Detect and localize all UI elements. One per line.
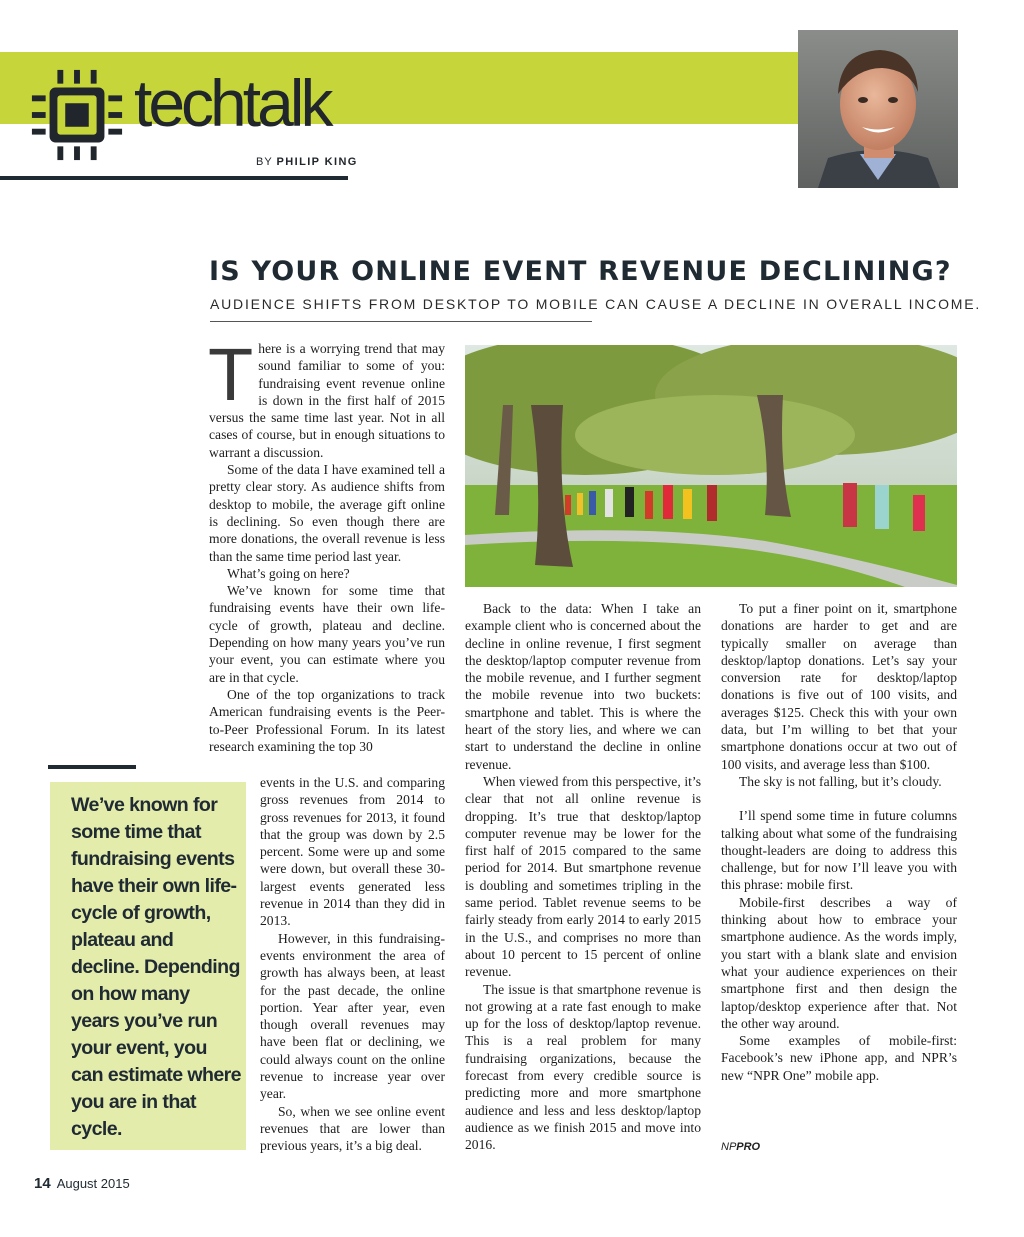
paragraph-gap: [721, 790, 957, 807]
paragraph: When viewed from this perspective, it’s clear that not all online revenue is dropping. It’s true that desktop/laptop computer revenue may be lower for the first half of 2015 compared to the same period for 2014. But smartphone revenue is doubling and sometimes tripling in the same period. Tablet revenue seems to be fairly steady from early 2014 to early 2015 in the U.S., and comprises no more than about 10 percent to 15 percent of online revenue.: [465, 773, 701, 980]
paragraph: The issue is that smartphone revenue is not growing at a rate fast enough to make up for the loss of desktop/laptop revenue. This is a real problem for many fundraising organizations, because the forecast from every credible source is predicting more and more smartphone audience and less and less desktop/laptop audience as we finish 2015 and move into 2016.: [465, 981, 701, 1153]
paragraph: One of the top organizations to track American fundraising events is the Peer-to-Peer Professional Forum. In its latest research examining the top 30: [209, 686, 445, 754]
paragraph: Some of the data I have examined tell a pretty clear story. As audience shifts from desktop to mobile, the average gift online is declining. So even though there are more donations, the overall revenue is less than the same time period last year.: [209, 462, 445, 564]
column-1-bottom: [260, 774, 445, 1155]
header-rule: [0, 176, 348, 180]
paragraph: I’ll spend some time in future columns talking about what some of the fundraising thought-leaders are doing to address this challenge, but for now I’ll leave you with this phrase: mobile first.: [721, 808, 957, 893]
page-number: 14: [34, 1175, 51, 1192]
paragraph: [208, 333, 445, 461]
paragraph: Back to the data: When I take an example client who is concerned about the decline in online revenue, I first segment the desktop/laptop computer revenue from the mobile revenue, and I further segment the mobile revenue into two buckets: smartphone and tablet. This is where the heart of the story lies, and where we can start to understand the decline in online revenue.: [465, 601, 701, 772]
issue-date: August 2015: [56, 1176, 130, 1191]
microchip-icon: [28, 66, 126, 164]
column-1-top: [208, 333, 445, 755]
paragraph: events in the U.S. and comparing gross revenues from 2014 to gross revenues for 2013, it found that the group was down by 2.5 percent. Some were up and some were down, but overall these 30-largest events generated less revenue in 2014 than they did in 2013.: [260, 775, 445, 929]
drop-cap: T: [208, 333, 254, 416]
column-2: [465, 600, 701, 1154]
paragraph: What’s going on here?: [227, 565, 350, 581]
signoff-prefix: NP: [721, 1141, 737, 1153]
paragraph: So, when we see online event revenues that are lower than previous years, it’s a big deal.: [260, 1103, 445, 1154]
paragraph: However, in this fundraising-events environment the area of growth has always been, at least for the past decade, the online portion. Year after year, even though overall revenues may have been flat or declining, we could always count on the online revenue to increase year over year.: [260, 930, 445, 1102]
signoff-logo: [721, 1141, 760, 1153]
byline: [256, 156, 358, 168]
byline-prefix: BY: [256, 156, 273, 168]
pullquote-box: [50, 782, 246, 1150]
paragraph: The sky is not falling, but it’s cloudy.: [739, 773, 942, 789]
article-subhead: AUDIENCE SHIFTS FROM DESKTOP TO MOBILE CAN CAUSE A DECLINE IN OVERALL INCOME.: [210, 296, 982, 312]
subhead-rule: [210, 321, 592, 322]
pullquote-rule: [48, 765, 136, 769]
article-headline: IS YOUR ONLINE EVENT REVENUE DECLINING?: [209, 256, 952, 287]
author-photo: [798, 30, 958, 188]
author-name: PHILIP KING: [276, 156, 358, 168]
column-3: [721, 600, 957, 1084]
paragraph-text: here is a worrying trend that may sound familiar to some of you: fundraising event revenue online is down in the first half of 2015 versus the same time last year. Not in all cases of course, but in enough situations to warrant a discussion.: [209, 341, 445, 460]
park-photo: [465, 345, 957, 587]
signoff-bold: PRO: [736, 1141, 761, 1153]
pullquote-text: We’ve known for some time that fundraising events have their own life-cycle of growth, plateau and decline. Depending on how many years you’ve run your event, you can estimate where you are in that cycle.: [71, 794, 241, 1140]
paragraph: Some examples of mobile-first: Facebook’s new iPhone app, and NPR’s new “NPR One” mobile app.: [721, 1033, 957, 1083]
folio: [34, 1175, 130, 1192]
column-brand: techtalk: [134, 66, 330, 140]
paragraph: We’ve known for some time that fundraising events have their own life-cycle of growth, plateau and decline. Depending on how many years you’ve run your event, you can estimate where you are in that cycle.: [209, 583, 445, 685]
paragraph: Mobile-first describes a way of thinking about how to embrace your smartphone audience. As the words imply, you start with a blank slate and envision what your audience experiences on their smartphone first and then design the laptop/desktop experience after that. Not the other way around.: [721, 894, 957, 1031]
paragraph: To put a finer point on it, smartphone donations are harder to get and are typically smaller on average than desktop/laptop donations. Let’s say your conversion rate for desktop/laptop donations is five out of 100 visits, and averages $125. Check this with your own data, but I’m willing to bet that your smartphone donations occur at two out of 100 visits, and average less than $100.: [721, 601, 957, 772]
